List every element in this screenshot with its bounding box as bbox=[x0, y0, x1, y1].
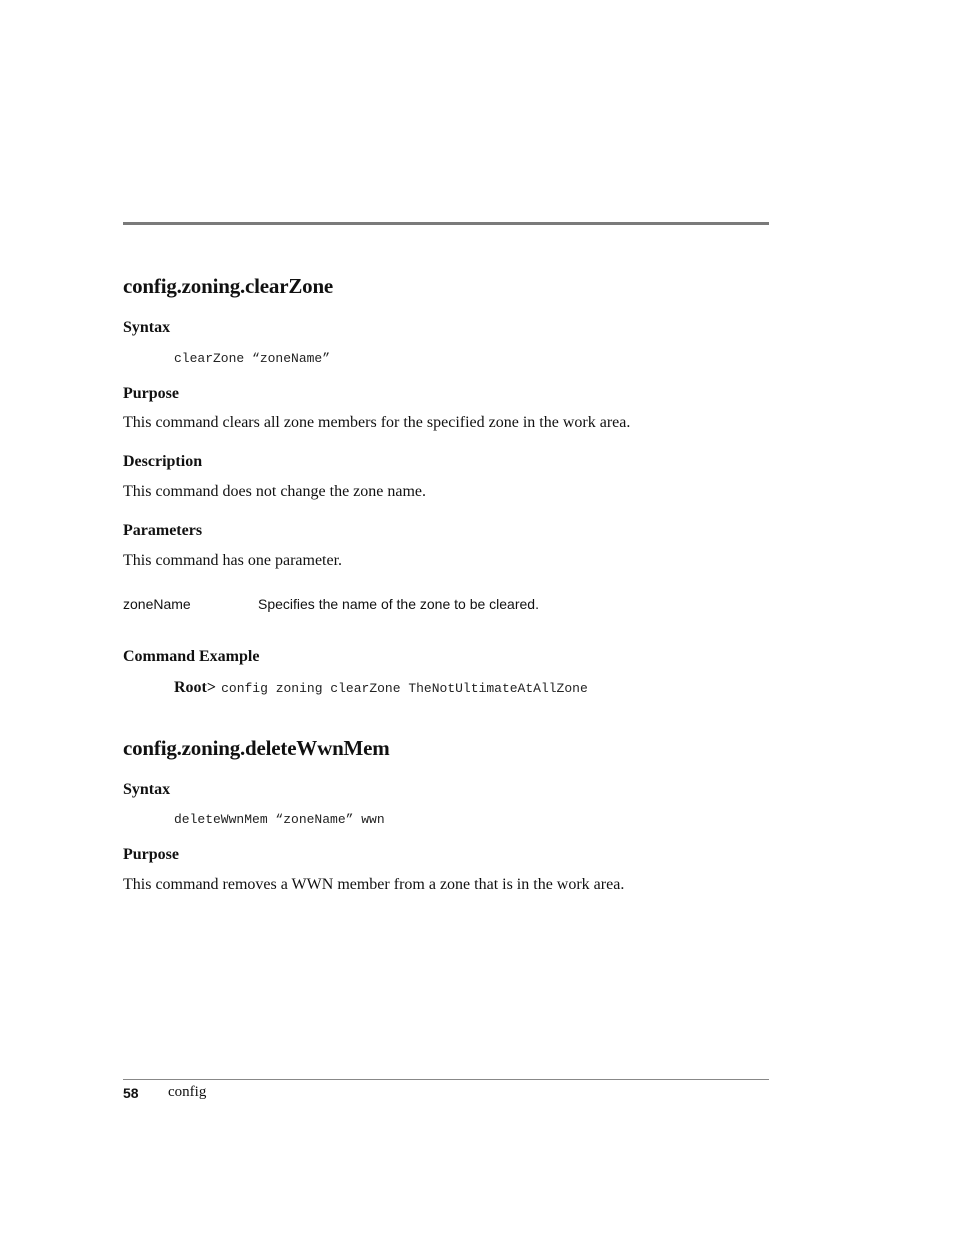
command-text: config zoning clearZone TheNotUltimateAtAllZone bbox=[221, 681, 588, 696]
parameter-name: zoneName bbox=[123, 596, 191, 612]
purpose-text: This command clears all zone members for the specified zone in the work area. bbox=[123, 414, 631, 431]
syntax-heading: Syntax bbox=[123, 319, 171, 336]
section-title-clearzone: config.zoning.clearZone bbox=[123, 274, 334, 298]
purpose-text-2: This command removes a WWN member from a zone that is in the work area. bbox=[123, 876, 625, 893]
syntax-heading-2: Syntax bbox=[123, 781, 171, 798]
section-title-deletewwnmem: config.zoning.deleteWwnMem bbox=[123, 736, 390, 760]
command-example-heading: Command Example bbox=[123, 648, 260, 665]
description-heading: Description bbox=[123, 453, 203, 470]
footer-rule bbox=[123, 1079, 769, 1080]
parameter-description: Specifies the name of the zone to be cleared. bbox=[258, 596, 539, 612]
description-text: This command does not change the zone name. bbox=[123, 483, 427, 500]
parameters-intro: This command has one parameter. bbox=[123, 552, 343, 569]
footer-section-name: config bbox=[168, 1084, 207, 1100]
command-prompt: Root> bbox=[174, 679, 216, 696]
purpose-heading-2: Purpose bbox=[123, 846, 179, 863]
page-number: 58 bbox=[123, 1085, 139, 1101]
syntax-code-2: deleteWwnMem “zoneName” wwn bbox=[174, 812, 385, 827]
syntax-code: clearZone “zoneName” bbox=[174, 351, 331, 366]
purpose-heading: Purpose bbox=[123, 385, 179, 402]
header-rule bbox=[123, 222, 769, 225]
parameters-heading: Parameters bbox=[123, 522, 203, 539]
command-example bbox=[174, 677, 588, 697]
